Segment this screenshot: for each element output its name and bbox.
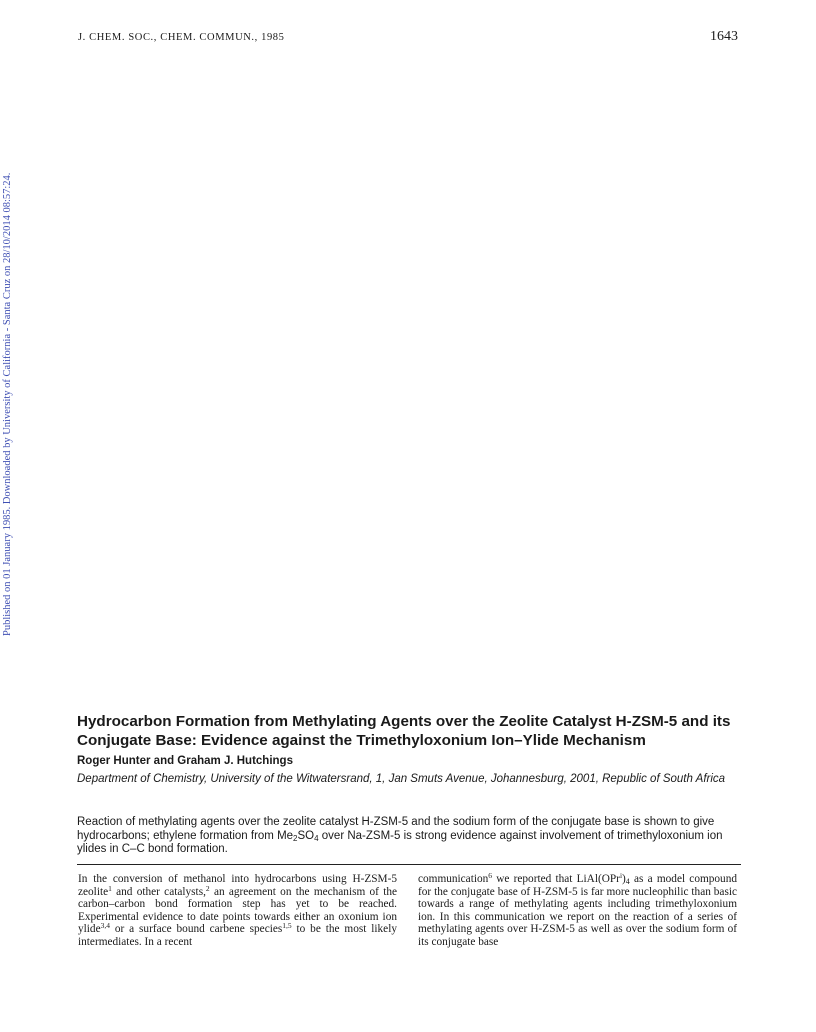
subscript: 4: [625, 877, 630, 886]
body-text: to be the most likely intermediates. In a recent: [78, 923, 397, 948]
affiliation: Department of Chemistry, University of the Witwatersrand, 1, Jan Smuts Avenue, Johannesburg, 2001, Republic of South Africa: [77, 773, 726, 785]
citation-ref[interactable]: 3,4: [100, 921, 110, 931]
body-text: or a surface bound carbene species: [109, 923, 283, 936]
download-notice[interactable]: [2, 160, 18, 636]
body-text: as a model compound for the conjugate base of H-ZSM-5 is far more nucleophilic than basic towards a range of methylating agents including trimethyloxonium ion. In this communication we report on the reaction of a series of methylating agents over H-ZSM-5 as well as over the sodium form of its conjugate base: [418, 873, 737, 948]
body-text: ): [622, 873, 626, 885]
download-notice-text[interactable]: Published on 01 January 1985. Downloaded by University of California - Santa Cruz on 28/10/2014 08:57:24.: [2, 172, 13, 636]
abstract-text: SO: [297, 829, 315, 842]
body-text: and other catalysts,: [111, 885, 206, 898]
page-number: 1643: [710, 29, 738, 44]
citation-ref[interactable]: 1: [108, 883, 112, 893]
article-title: Hydrocarbon Formation from Methylating Agents over the Zeolite Catalyst H-ZSM-5 and its Conjugate Base: Evidence against the Trimethyloxonium Ion–Ylide Mechanism: [77, 713, 731, 749]
citation-ref[interactable]: 2: [205, 883, 210, 893]
body-column-left: [78, 873, 397, 949]
citation-ref[interactable]: 6: [488, 871, 493, 880]
abstract-divider: [77, 864, 741, 865]
citation-ref[interactable]: 1,5: [282, 921, 292, 931]
body-text: we reported that LiAl(OPr: [492, 873, 620, 885]
abstract: [77, 816, 742, 857]
running-head: J. CHEM. SOC., CHEM. COMMUN., 1985: [78, 32, 285, 43]
body-text: communication: [418, 873, 489, 885]
body-text: an agreement on the mechanism of the carbon–carbon bond formation step has yet to be reached. Experimental evidence to date points towards either an oxonium ion ylide: [78, 885, 398, 936]
subscript: 4: [314, 833, 319, 843]
authors: Roger Hunter and Graham J. Hutchings: [77, 755, 293, 767]
body-column-right: [418, 873, 737, 949]
abstract-text: over Na-ZSM-5 is strong evidence against involvement of trimethyloxonium ion ylides in C–C bond formation.: [77, 829, 723, 856]
body-text: In the conversion of methanol into hydrocarbons using H-ZSM-5 zeolite: [78, 873, 397, 898]
superscript: i: [619, 871, 623, 880]
abstract-text: Reaction of methylating agents over the zeolite catalyst H-ZSM-5 and the sodium form of the conjugate base is shown to give hydrocarbons; ethylene formation from Me: [77, 816, 715, 842]
subscript: 2: [293, 833, 298, 843]
